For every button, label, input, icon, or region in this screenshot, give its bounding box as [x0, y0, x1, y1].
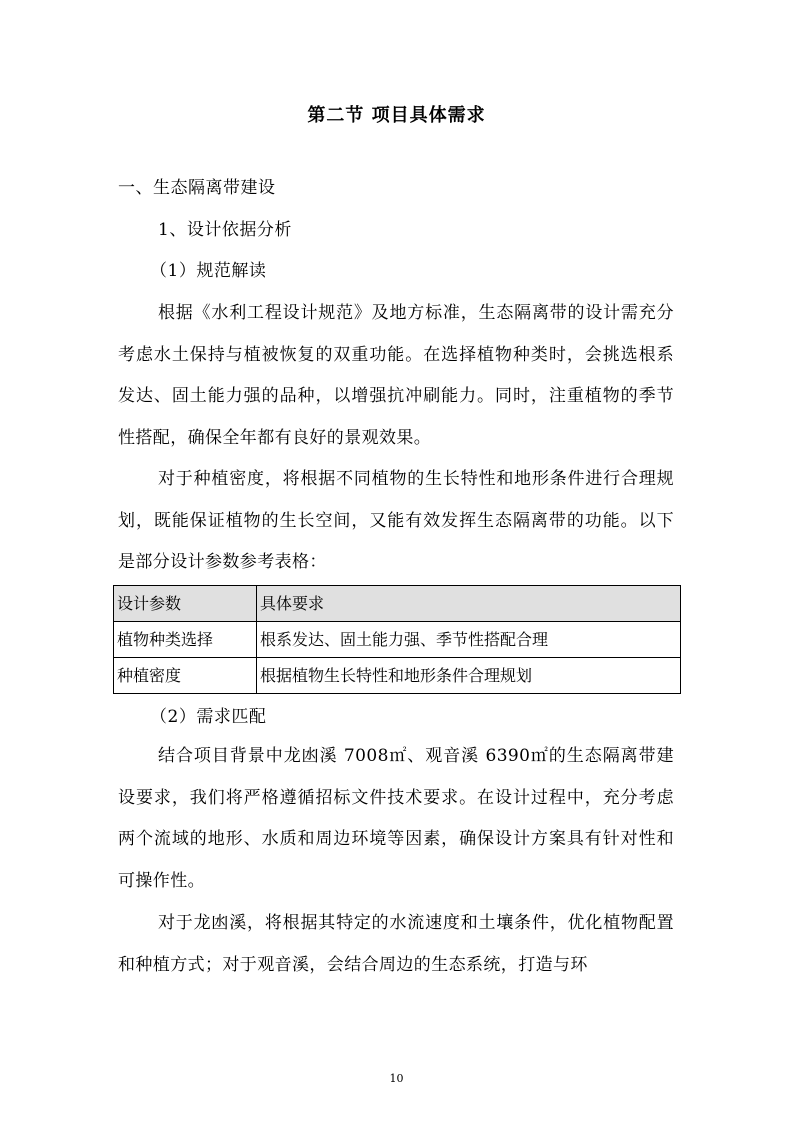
paragraph-requirement-matching: 结合项目背景中龙凼溪 7008㎡、观音溪 6390㎡的生态隔离带建设要求，我们将严格遵循招标文件技术要求。在设计过程中，充分考虑两个流域的地形、水质和周边环境等因素，确保设计方案具有针对性和可操作性。 — [118, 746, 674, 891]
table-cell: 根据植物生长特性和地形条件合理规划 — [257, 658, 681, 694]
heading-design-basis-analysis: 1、设计依据分析 — [158, 220, 292, 240]
section-title: 第二节 项目具体需求 — [307, 105, 486, 126]
design-parameters-table — [113, 585, 681, 694]
paragraph-planting-density: 对于种植密度，将根据不同植物的生长特性和地形条件进行合理规划，既能保证植物的生长空间，又能有效发挥生态隔离带的功能。以下是部分设计参数参考表格： — [118, 469, 674, 572]
table-row — [114, 658, 681, 694]
table-row — [114, 622, 681, 658]
paragraph-standards: 根据《水利工程设计规范》及地方标准，生态隔离带的设计需充分考虑水土保持与植被恢复的双重功能。在选择植物种类时，会挑选根系发达、固土能力强的品种，以增强抗冲刷能力。同时，注重植物的季节性搭配，确保全年都有良好的景观效果。 — [118, 303, 674, 448]
paragraph-longdang-guanyin: 对于龙凼溪，将根据其特定的水流速度和土壤条件，优化植物配置和种植方式；对于观音溪，会结合周边的生态系统，打造与环 — [118, 913, 674, 975]
table-cell: 根系发达、固土能力强、季节性搭配合理 — [257, 622, 681, 658]
table-cell: 植物种类选择 — [114, 622, 257, 658]
table-header-row — [114, 586, 681, 622]
table-header-cell: 设计参数 — [114, 586, 257, 622]
subheading-standard-interpretation: （1）规范解读 — [150, 261, 267, 281]
subheading-requirement-matching: （2）需求匹配 — [150, 707, 267, 727]
table-header-cell: 具体要求 — [257, 586, 681, 622]
heading-ecological-isolation-belt: 一、生态隔离带建设 — [118, 178, 276, 198]
page-number: 10 — [389, 1072, 404, 1085]
table-cell: 种植密度 — [114, 658, 257, 694]
